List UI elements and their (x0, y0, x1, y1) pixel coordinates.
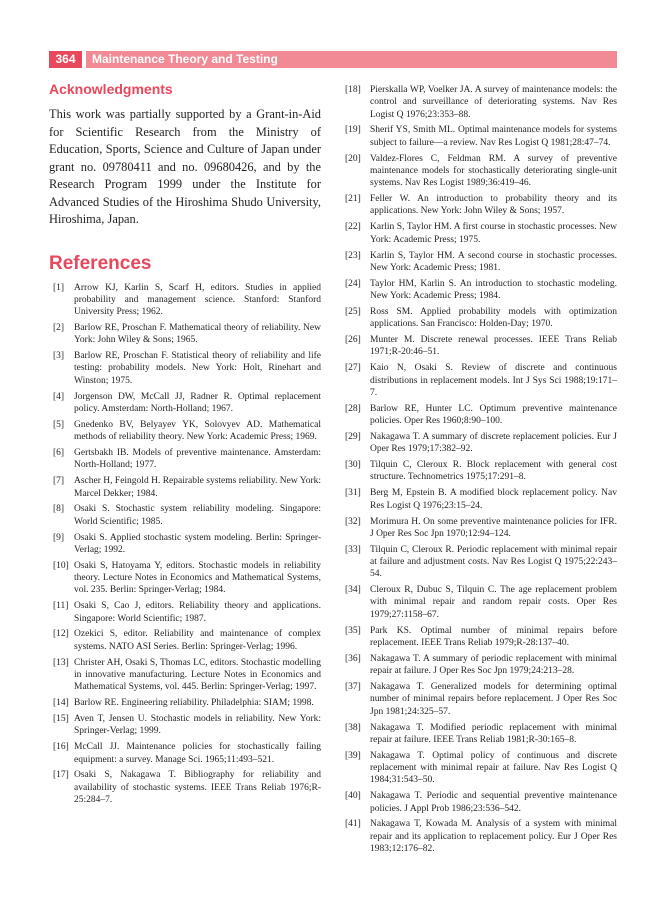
reference-text: Ozekici S, editor. Reliability and maintenance of complex systems. NATO ASI Series. Berlin: Springer-Verlag; 1996. (74, 629, 321, 652)
reference-number: [7] (53, 476, 65, 487)
reference-item (49, 282, 321, 319)
reference-item (49, 657, 321, 694)
reference-item (345, 278, 617, 303)
left-column (49, 80, 321, 810)
reference-text: Barlow RE. Engineering reliability. Philadelphia: SIAM; 1998. (74, 698, 314, 709)
reference-text: Morimura H. On some preventive maintenance policies for IFR. J Oper Res Soc Jpn 1970;12:94–124. (370, 516, 617, 539)
reference-text: Tilquin C, Cleroux R. Block replacement with general cost structure. Technometrics 1975;17:291–8. (370, 460, 617, 483)
reference-text: Munter M. Discrete renewal processes. IEEE Trans Reliab 1971;R-20:46–51. (370, 335, 617, 358)
reference-text: Osaki S. Applied stochastic system modeling. Berlin: Springer-Verlag; 1992. (74, 532, 321, 555)
reference-number: [16] (53, 742, 69, 753)
reference-item (345, 221, 617, 246)
reference-number: [19] (345, 125, 361, 136)
reference-item (345, 653, 617, 678)
reference-number: [39] (345, 750, 361, 761)
reference-item (49, 532, 321, 557)
reference-text: Ross SM. Applied probability models with optimization applications. San Francisco: Holden-Day; 1970. (370, 306, 617, 330)
reference-item (49, 713, 321, 738)
reference-number: [27] (345, 363, 361, 374)
reference-number: [1] (53, 282, 65, 293)
right-column (345, 84, 617, 859)
reference-item (345, 403, 617, 428)
references-title: References (49, 252, 152, 274)
reference-text: Gnedenko BV, Belyayev YK, Solovyev AD. Mathematical methods of reliability theory. New York: Academic Press; 1969. (74, 419, 321, 443)
reference-item (345, 84, 617, 121)
reference-item (49, 475, 321, 500)
page-number: 364 (49, 51, 82, 68)
reference-text: Nakagawa T. Optimal policy of continuous and discrete replacement with minimal repair at failure. Nav Res Logist Q 1984;31:543–50. (370, 750, 617, 786)
reference-text: Osaki S. Stochastic system reliability modeling. Singapore: World Scientific; 1985. (74, 504, 321, 527)
reference-text: Cleroux R, Dubuc S, Tilquin C. The age replacement problem with minimal repair and random repair costs. Oper Res 1979;27:1158–67. (370, 585, 617, 620)
reference-text: McCall JJ. Maintenance policies for stochastically failing equipment: a survey. Manage Sci. 1965;11:493–521. (74, 742, 321, 765)
running-header (49, 51, 617, 68)
reference-item (49, 600, 321, 625)
reference-text: Barlow RE, Proschan F. Statistical theory of reliability and life testing: probability models. New York: Holt, Rinehart and Winston; 1975. (74, 351, 321, 386)
reference-item (345, 625, 617, 650)
reference-item (345, 750, 617, 787)
reference-number: [22] (345, 222, 361, 233)
reference-text: Pierskalla WP, Voelker JA. A survey of maintenance models: the control and surveillance of deteriorating systems. Nav Res Logist Q 1976;23:353–88. (370, 85, 617, 120)
reference-text: Park KS. Optimal number of minimal repairs before replacement. IEEE Trans Reliab 1979;R-28:137–40. (370, 625, 617, 648)
reference-text: Sherif YS, Smith ML. Optimal maintenance models for systems subject to failure—a review. Nav Res Logist Q 1981;28:47–74. (370, 125, 617, 148)
reference-text: Aven T, Jensen U. Stochastic models in reliability. New York: Springer-Verlag; 1999. (74, 714, 321, 737)
reference-text: Nakagawa T. A summary of periodic replacement with minimal repair at failure. J Oper Res Soc Jpn 1979;24:213–28. (370, 653, 617, 677)
acknowledgments-body: This work was partially supported by a Grant-in-Aid for Scientific Research from the Ministry of Education, Sports, Science and Culture of Japan under grant no. 09780411 and no. 09680426, and by the Research Program 1999 under the Institute for Advanced Studies of the Hiroshima Shudo University, Hiroshima, Japan. (49, 107, 321, 226)
reference-number: [4] (53, 391, 65, 402)
reference-text: Jorgenson DW, McCall JJ, Radner R. Optimal replacement policy. Amsterdam: North-Holland; 1967. (74, 391, 321, 414)
reference-text: Osaki S, Nakagawa T. Bibliography for reliability and availability of stochastic systems. IEEE Trans Reliab 1976;R-25:284–7. (74, 770, 321, 805)
reference-number: [8] (53, 504, 65, 515)
reference-number: [28] (345, 403, 361, 414)
reference-text: Osaki S, Hatoyama Y, editors. Stochastic models in reliability theory. Lecture Notes in Economics and Mathematical Systems, vol. 235. Berlin: Springer-Verlag; 1984. (74, 560, 321, 596)
reference-list-right (345, 84, 617, 855)
reference-item (345, 250, 617, 275)
reference-list-left (49, 282, 321, 807)
reference-item (49, 322, 321, 347)
reference-number: [33] (345, 544, 361, 555)
reference-text: Karlin S, Taylor HM. A first course in stochastic processes. New York: Academic Press; 1975. (370, 222, 617, 245)
reference-item (345, 487, 617, 512)
reference-number: [32] (345, 516, 361, 527)
reference-text: Ascher H, Feingold H. Repairable systems reliability. New York: Marcel Dekker; 1984. (74, 476, 321, 499)
reference-number: [36] (345, 653, 361, 664)
reference-number: [21] (345, 194, 361, 205)
reference-text: Arrow KJ, Karlin S, Scarf H, editors. Studies in applied probability and management science. Stanford: Stanford University Press; 1962. (74, 282, 321, 318)
reference-number: [2] (53, 322, 65, 333)
reference-item (345, 306, 617, 331)
reference-item (345, 334, 617, 359)
reference-text: Tilquin C, Cleroux R. Periodic replacement with minimal repair at failure and adjustment costs. Nav Res Logist Q 1975;22:243–54. (370, 544, 617, 580)
reference-number: [3] (53, 351, 65, 362)
reference-item (345, 818, 617, 855)
reference-item (49, 419, 321, 444)
reference-item (345, 193, 617, 218)
reference-item (49, 350, 321, 387)
reference-number: [24] (345, 278, 361, 289)
reference-number: [23] (345, 250, 361, 261)
reference-item (345, 431, 617, 456)
reference-item (345, 722, 617, 747)
acknowledgments-title: Acknowledgments (49, 81, 173, 97)
reference-item (345, 790, 617, 815)
reference-number: [38] (345, 722, 361, 733)
reference-number: [29] (345, 431, 361, 442)
reference-number: [10] (53, 560, 69, 571)
reference-item (345, 362, 617, 399)
reference-number: [9] (53, 532, 65, 543)
reference-text: Nakagawa T, Kowada M. Analysis of a system with minimal repair and its application to replacement policy. Eur J Oper Res 1983;12:176–82. (370, 819, 617, 854)
reference-text: Berg M, Epstein B. A modified block replacement policy. Nav Res Logist Q 1976;23:15–24. (370, 488, 617, 511)
reference-text: Karlin S, Taylor HM. A second course in stochastic processes. New York: Academic Press; 1981. (370, 250, 617, 273)
reference-item (49, 503, 321, 528)
reference-number: [18] (345, 85, 361, 95)
reference-item (345, 681, 617, 718)
reference-number: [31] (345, 488, 361, 499)
reference-text: Valdez-Flores C, Feldman RM. A survey of preventive maintenance models for stochastically deteriorating single-unit systems. Nav Res Logist 1989;36:419–46. (370, 153, 617, 189)
reference-number: [20] (345, 153, 361, 164)
reference-number: [12] (53, 629, 69, 640)
reference-text: Gertsbakh IB. Models of preventive maintenance. Amsterdam: North-Holland; 1977. (74, 448, 321, 471)
reference-item (49, 391, 321, 416)
reference-number: [14] (53, 698, 69, 709)
reference-number: [41] (345, 819, 361, 830)
reference-number: [11] (53, 601, 69, 612)
reference-item (49, 560, 321, 597)
reference-item (345, 153, 617, 190)
reference-number: [30] (345, 460, 361, 471)
reference-number: [13] (53, 657, 69, 668)
reference-number: [25] (345, 306, 361, 317)
reference-item (49, 697, 321, 709)
reference-text: Barlow RE, Hunter LC. Optimum preventive maintenance policies. Oper Res 1960;8:90–100. (370, 403, 617, 427)
reference-text: Nakagawa T. A summary of discrete replacement policies. Eur J Oper Res 1979;17:382–92. (370, 431, 617, 455)
reference-text: Christer AH, Osaki S, Thomas LC, editors. Stochastic modelling in innovative manufacturing. Lecture Notes in Economics and Mathematical Systems, vol. 445. Berlin: Springer-Verlag; 1997. (74, 657, 321, 693)
reference-number: [15] (53, 714, 69, 725)
reference-item (345, 459, 617, 484)
running-title: Maintenance Theory and Testing (86, 51, 617, 68)
reference-text: Nakagawa T. Generalized models for determining optimal number of minimal repairs before replacement. J Oper Res Soc Jpn 1981;24:325–57. (370, 682, 617, 717)
reference-item (345, 516, 617, 541)
reference-number: [37] (345, 682, 361, 693)
reference-text: Nakagawa T. Modified periodic replacement with minimal repair at failure. IEEE Trans Reliab 1981;R-30:165–8. (370, 722, 617, 745)
reference-text: Nakagawa T. Periodic and sequential preventive maintenance policies. J Appl Prob 1986;23:536–542. (370, 791, 617, 814)
reference-number: [17] (53, 770, 69, 781)
reference-item (49, 628, 321, 653)
reference-number: [6] (53, 448, 65, 459)
reference-item (49, 769, 321, 806)
reference-number: [34] (345, 585, 361, 596)
reference-item (49, 741, 321, 766)
reference-item (345, 544, 617, 581)
reference-number: [26] (345, 335, 361, 346)
reference-number: [5] (53, 419, 65, 430)
reference-item (345, 584, 617, 621)
reference-text: Feller W. An introduction to probability theory and its applications. New York: John Wiley & Sons; 1957. (370, 194, 617, 217)
reference-item (345, 124, 617, 149)
reference-number: [35] (345, 625, 361, 636)
reference-text: Barlow RE, Proschan F. Mathematical theory of reliability. New York: John Wiley & Sons; 1965. (74, 322, 321, 346)
reference-text: Taylor HM, Karlin S. An introduction to stochastic modeling. New York: Academic Press; 1984. (370, 278, 617, 302)
reference-text: Kaio N, Osaki S. Review of discrete and continuous distributions in replacement models. Int J Sys Sci 1988;19:171–7. (370, 363, 617, 398)
reference-number: [40] (345, 791, 361, 802)
reference-text: Osaki S, Cao J, editors. Reliability theory and applications. Singapore: World Scientific; 1987. (74, 601, 321, 624)
reference-item (49, 447, 321, 472)
